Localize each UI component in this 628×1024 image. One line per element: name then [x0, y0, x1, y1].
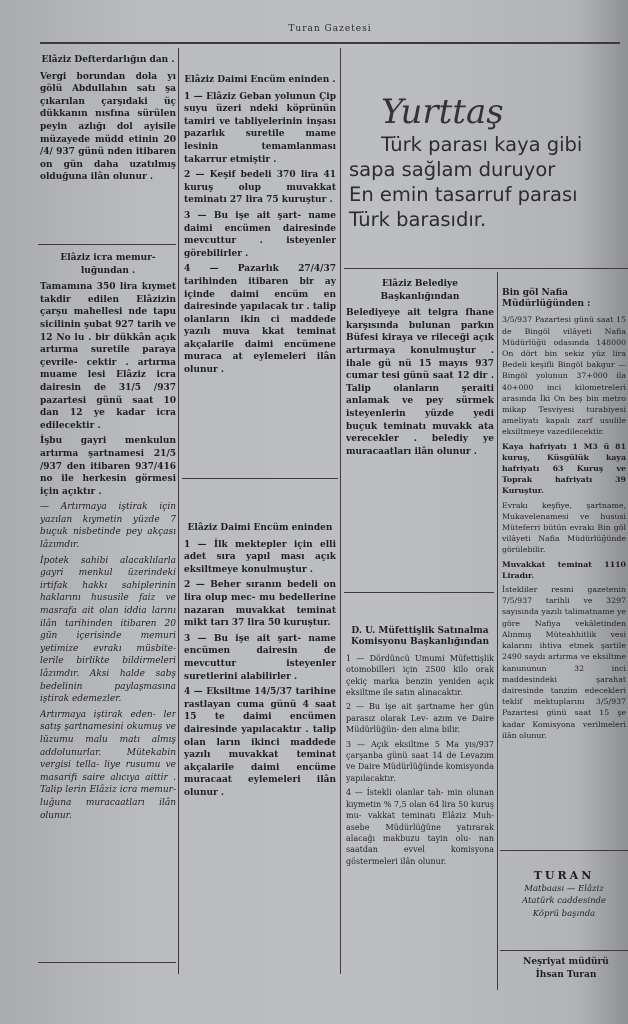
ad-line-1: Türk parası kaya gibi: [381, 133, 583, 156]
notice-icra-body-3: — Artırmaya iştirak için yazılan kıymetin yüzde 7 buçuk nisbetinde pey akçası lâzımdır.: [40, 502, 176, 551]
column-1-top: [40, 52, 176, 240]
column-3-bottom: [346, 624, 494, 986]
publisher-name: İhsan Turan: [535, 969, 597, 980]
notice-mufettislik-item-1: 1 — Dördüncü Umumi Müfettişlik otomobilleri için 2500 kilo orak çekiç marka benzin yeniden açık eksiltme ile satın alınacaktır.: [346, 653, 494, 698]
notice-encumen-1-item-2: 2 — Keşif bedeli 370 lira 41 kuruş olup muvakkat teminatı 27 lira 75 kuruştur .: [184, 170, 336, 206]
separator-ad-bottom: [344, 268, 628, 269]
publisher-label: Neşriyat müdürü: [523, 957, 609, 967]
separator-col1-a: [38, 244, 176, 245]
turan-line-1: Matbaası — Elâziz: [524, 883, 604, 894]
notice-encumen-1-item-3: 3 — Bu işe ait şart- name daimi encümen dairesinde mevcuttur . isteyenler görebilirler .: [184, 210, 336, 259]
column-2-bottom: [184, 520, 336, 970]
notice-mufettislik-item-2: 2 — Bu işe ait şartname her gün parasız olarak Lev- azım ve Daire Müdürlüğün- den alına bilir.: [346, 702, 494, 735]
notice-defterdarlik-heading: Elâziz Defterdarlığın dan .: [41, 55, 175, 65]
notice-encumen-2-item-4: 4 — Eksiltme 14/5/37 tarihine rastlayan cuma günü 4 saat 15 te daimi encümen dairesinde yapılacaktır . talip olan ların ikinci maddede yazılı muvakkat teminat akçalarile daimi encüme muracaat eylemeleri ilân olunur .: [184, 687, 336, 798]
separator-col3-a: [344, 592, 494, 593]
notice-icra-body-5: Artırmaya iştirak eden- ler satış şartnamesini okumuş ve lüzumu malu matı almış addolunurlar. Mütekabin vergisi tella- liye rusumu ve masarifi saire alıcıya aittir . Talip lerin Elâziz icra memur- luğuna muracaatları ilân olunur.: [40, 709, 176, 821]
notice-nafia-item-4: Muvakkat teminat 1110 Liradır.: [502, 559, 626, 580]
notice-icra-body-4: İpotek sahibi alacaklılarla gayri menkul üzerindeki irtifak hakkı sahiplerinin haklarını hususile faiz ve masrafa ait olan iddia larını ilân tarihinden itibaren 20 gün içerisinde memuri yetimize evrakı müsbite- lerile birlikte bildirmeleri lâzımdır. Aksi halde sabş bedelinin paylaşmasına iştirak edemezler.: [40, 555, 176, 705]
notice-nafia-item-5: İstekliler resmi gazetenin 7/5/937 tarihli ve 3297 sayısında yazılı talimatname ye göre Nafiya vekâletinden Alınmış Müteahhitlik vesi kalarını ihtiva etmek şartile 2490 saydı artırma ve eksiltme kanununun 32 inci maddesindeki şarahat dairesinde tanzim edecekleri teklif mektuplarını 3/5/937 Pazartesi günü saat 15 şe kadar Komisyona verilmeleri ilân olunur.: [502, 585, 626, 740]
notice-belediye-body: Belediyeye ait telgra fhane karşısında bulunan parkın Büfesi kiraya ve rileceği açık artırmaya konulmuştur . ihale gü nü 15 mayıs 937 cumar tesi günü saat 12 dir . Talip olanların şeraiti anlamak ve pey sürmek isteyenlerin yüzde yedi buçuk teminatı muvakk ata verecekler . belediy ye muracaatları ilân olunur .: [346, 308, 494, 457]
notice-encumen-1-item-1: 1 — Elâziz Geban yolunun Çip suyu üzeri ndeki köprünün tamiri ve tabliyelerinin inşası pazarlık suretile mame lesinin temamlanması takarrur etmiştir .: [184, 91, 336, 165]
column-rule-2: [340, 48, 341, 974]
turan-printing-box: [502, 870, 626, 946]
notice-encumen-2-heading: Elâziz Daimi Encüm eninden: [187, 523, 333, 533]
turan-title: TURAN: [533, 870, 595, 882]
notice-mufettislik-item-4: 4 — İstekli olanlar tah- min olunan kıymetin % 7,5 olan 64 lira 50 kuruş mu- vakkat teminatı Elâziz Muh- asebe Müdürlüğüne yatırarak alacağı makbuzu tayin olu- nan saatdan evvel komisyona göstermeleri ilân olunur.: [346, 788, 494, 866]
notice-nafia-item-1: 3/5/937 Pazartesi günü saat 15 de Bingöl vilâyeti Nafia Müdürlüğü odasında 148000 On dört bin sekiz yüz lira Bedeli keşifli Bingöl bakgur — Bingöl yolunun 37+000 ila 40+000 inci kilometreleri arasında İki On beş bin metro mikap Tesviyesi turabiyesi ameliyatı kapalı zarf usulile eksiltmeye vazedilecektir.: [502, 315, 626, 437]
ad-title: Yurttaş: [381, 92, 504, 132]
separator-col4-b: [500, 950, 628, 951]
separator-col2-a: [182, 478, 338, 479]
column-3-top: [346, 276, 494, 588]
masthead: Turan Gazetesi: [40, 24, 620, 44]
column-2-top: [184, 72, 336, 474]
notice-icra-heading: Elâziz icra memur- luğundan .: [60, 253, 156, 276]
notice-nafia-item-2: Kaya hafriyatı 1 M3 ü 81 kuruş, Küsgülük kaya hafriyatı 63 Kuruş ve Toprak hafriyatı 39 Kuruştur.: [502, 441, 626, 496]
ad-line-3: En emin tasarruf parası: [349, 183, 578, 206]
notice-encumen-1-item-4: 4 — Pazarlık 27/4/37 tarihinden itibaren bir ay içinde daimi encüm en dairesinde yapılacak tır . talip olanların ikin ci maddede yazılı muva kkat teminat akçalarile daimi encümene muraca at eylemeleri ilân olunur .: [184, 264, 336, 376]
notice-mufettislik-heading: D. U. Müfettişlik Satınalma Komisyonu Başkanlığından: [351, 626, 489, 648]
column-4-top: [502, 286, 626, 846]
column-1-bottom: [40, 250, 176, 960]
notice-defterdarlik-body: Vergi borundan dola yı gölü Abdullahın satı şa çıkarılan çarşıdaki üç dükkanın nısfına sürülen peyin azlığı dol ayisile müzayede müdd etinin 20 /4/ 937 günü nden itibaren on gün daha uzatılmış olduğuna ilân olunur .: [40, 71, 176, 183]
ad-line-2: sapa sağlam duruyor: [349, 158, 556, 181]
notice-encumen-2-item-1: 1 — İlk mektepler için elli adet sıra yapıl ması açık eksiltmeye konulmuştur .: [184, 539, 336, 575]
yurttas-advertisement: [345, 92, 628, 262]
turan-line-2: Atatürk caddesinde: [521, 896, 607, 907]
separator-col1-b: [38, 962, 176, 963]
column-rule-3: [497, 272, 498, 990]
publisher-footer: [506, 956, 626, 990]
ad-line-4: Türk barasıdır.: [349, 208, 487, 231]
notice-encumen-2-item-2: 2 — Beher sıranın bedeli on lira olup mec- mu bedellerine nazaran muvakkat teminat mikt tarı 37 lira 50 kuruştur.: [184, 580, 336, 629]
notice-belediye-heading: Elâziz Belediye Başkanlığından: [380, 279, 460, 302]
notice-icra-body-2: İşbu gayri menkulun artırma şartnamesi 21/5 /937 den itibaren 937/416 no ile herkesin görmesi için açıktır .: [40, 436, 176, 497]
notice-encumen-1-heading: Elâziz Daimi Encüm eninden .: [184, 75, 336, 85]
notice-nafia-item-3: Evrakı keşfiye, şartname, Mukavelenamesi ve hususi Müteferri bütün evrakı Bin göl vilâyeti Nafia Müdürlüğünde görülebilir.: [502, 500, 626, 555]
column-rule-1: [178, 48, 179, 974]
notice-encumen-2-item-3: 3 — Bu işe ait şart- name encümen dairesin de mevcuttur isteyenler suretlerini alabilirler .: [184, 633, 336, 682]
turan-line-3: Köprü başında: [532, 908, 596, 919]
notice-icra-body: Tamamına 350 lira kıymet takdir edilen Elâzizin çarşu mahellesi nde tapu sicilinin şubat 927 tarih ve 12 No lu . bir dükkân açık artırma suretile paraya çevrile- cektir . artırma muame lesi Elâziz icra dairesin de 31/5 /937 pazartesi günü saat 10 dan 12 ye kadar icra edilecektir .: [40, 282, 176, 431]
separator-col4-a: [500, 850, 628, 851]
notice-mufettislik-item-3: 3 — Açık eksiltme 5 Ma yıs/937 çarşanba günü saat 14 de Levazım ve Daire Müdürlüğünde komisyonda yapılacaktır.: [346, 739, 494, 783]
notice-nafia-heading: Bin göl Nafia Müdürlüğünden :: [502, 288, 591, 310]
